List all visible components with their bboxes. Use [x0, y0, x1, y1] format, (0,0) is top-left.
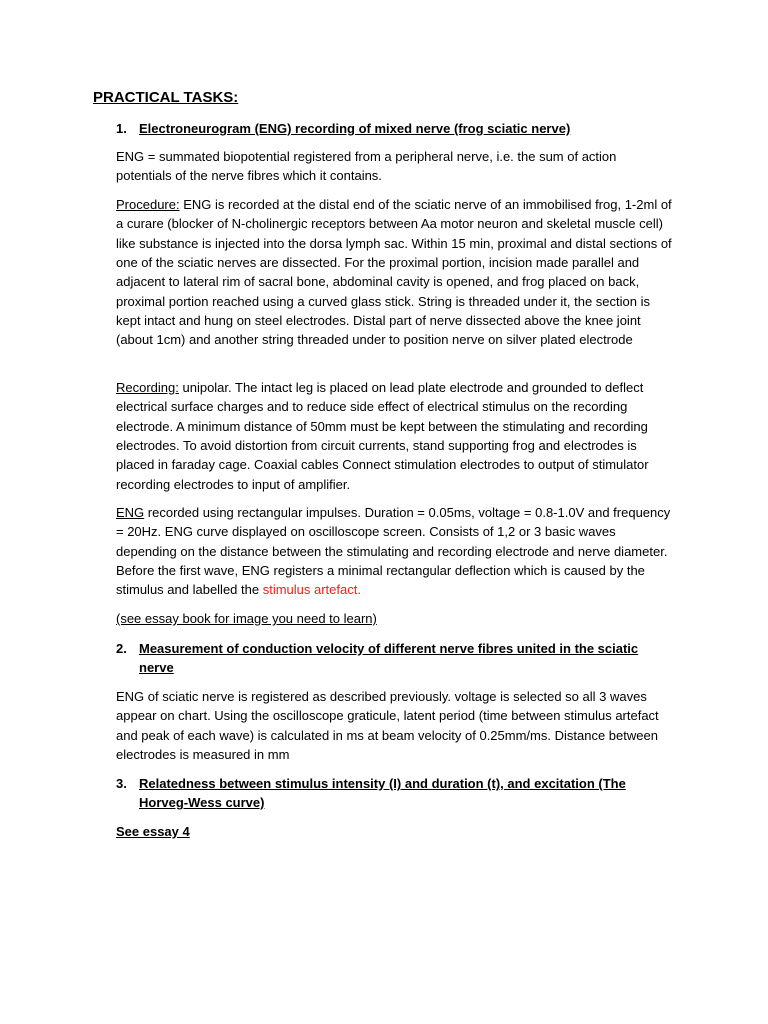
section-1-heading	[116, 119, 669, 138]
section-3-number: 3.	[116, 776, 127, 791]
procedure-paragraph	[116, 195, 674, 350]
section-2-heading	[116, 639, 669, 677]
page-title: PRACTICAL TASKS:	[93, 89, 239, 106]
see-essay-link: See essay 4	[116, 824, 190, 839]
procedure-label: Procedure:	[116, 197, 180, 212]
section-3-title: Relatedness between stimulus intensity (I) and duration (t), and excitation (The Horveg-Wess curve)	[139, 776, 626, 811]
stimulus-artefact-highlight: stimulus artefact.	[262, 582, 361, 598]
section-2-number: 2.	[116, 641, 127, 656]
eng-label: ENG	[116, 505, 145, 520]
section-1-number: 1.	[116, 121, 127, 136]
essay-note-text: (see essay book for image you need to learn)	[116, 611, 377, 626]
essay-note	[116, 609, 674, 628]
recording-paragraph	[116, 378, 674, 494]
procedure-text: ENG is recorded at the distal end of the sciatic nerve of an immobilised frog, 1-2ml of a curare (blocker of N-cholinergic receptors between Aa motor neuron and skeletal muscle cell) like substance is injected into the dorsa lymph sac. Within 15 min, proximal and distal sections of one of the sciatic nerves are dissected. For the proximal portion, incision made parallel and adjacent to lateral rim of sacral bone, abdominal cavity is opened, and frog placed on back, proximal portion reached using a curved glass stick. String is threaded under it, the section is kept intact and hung on steel electrodes. Distal part of nerve dissected above the knee joint (about 1cm) and another string threaded under to position nerve on silver plated electrode	[116, 197, 672, 348]
conduction-velocity-paragraph: ENG of sciatic nerve is registered as described previously. voltage is selected so all 3 waves appear on chart. Using the oscilloscope graticule, latent period (time between stimulus artefact and peak of each wave) is calculated in ms at beam velocity of 0.25mm/ms. Distance between electrodes is measured in mm	[116, 689, 659, 763]
eng-text: recorded using rectangular impulses. Duration = 0.05ms, voltage = 0.8-1.0V and frequency = 20Hz. ENG curve displayed on oscilloscope screen. Consists of 1,2 or 3 basic waves depending on the distance between the stimulating and recording electrode and nerve diameter. Before the first wave, ENG registers a minimal rectangular deflection which is caused by the stimulus and labelled the	[116, 505, 671, 598]
section-2-title: Measurement of conduction velocity of different nerve fibres united in the sciatic nerve	[139, 641, 639, 676]
section-3-heading	[116, 774, 669, 812]
section-1-title: Electroneurogram (ENG) recording of mixed nerve (frog sciatic nerve)	[139, 121, 571, 136]
recording-text: unipolar. The intact leg is placed on lead plate electrode and grounded to deflect electrical surface charges and to reduce side effect of electrical stimulus on the recording electrode. A minimum distance of 50mm must be kept between the stimulating and recording electrodes. To avoid distortion from circuit currents, stand supporting frog and electrodes is placed in faraday cage. Coaxial cables Connect stimulation electrodes to output of stimulator recording electrodes to input of amplifier.	[116, 380, 649, 492]
recording-label: Recording:	[116, 380, 179, 395]
eng-definition: ENG = summated biopotential registered from a peripheral nerve, i.e. the sum of action potentials of the nerve fibres which it contains.	[116, 149, 617, 184]
eng-paragraph	[116, 503, 674, 600]
